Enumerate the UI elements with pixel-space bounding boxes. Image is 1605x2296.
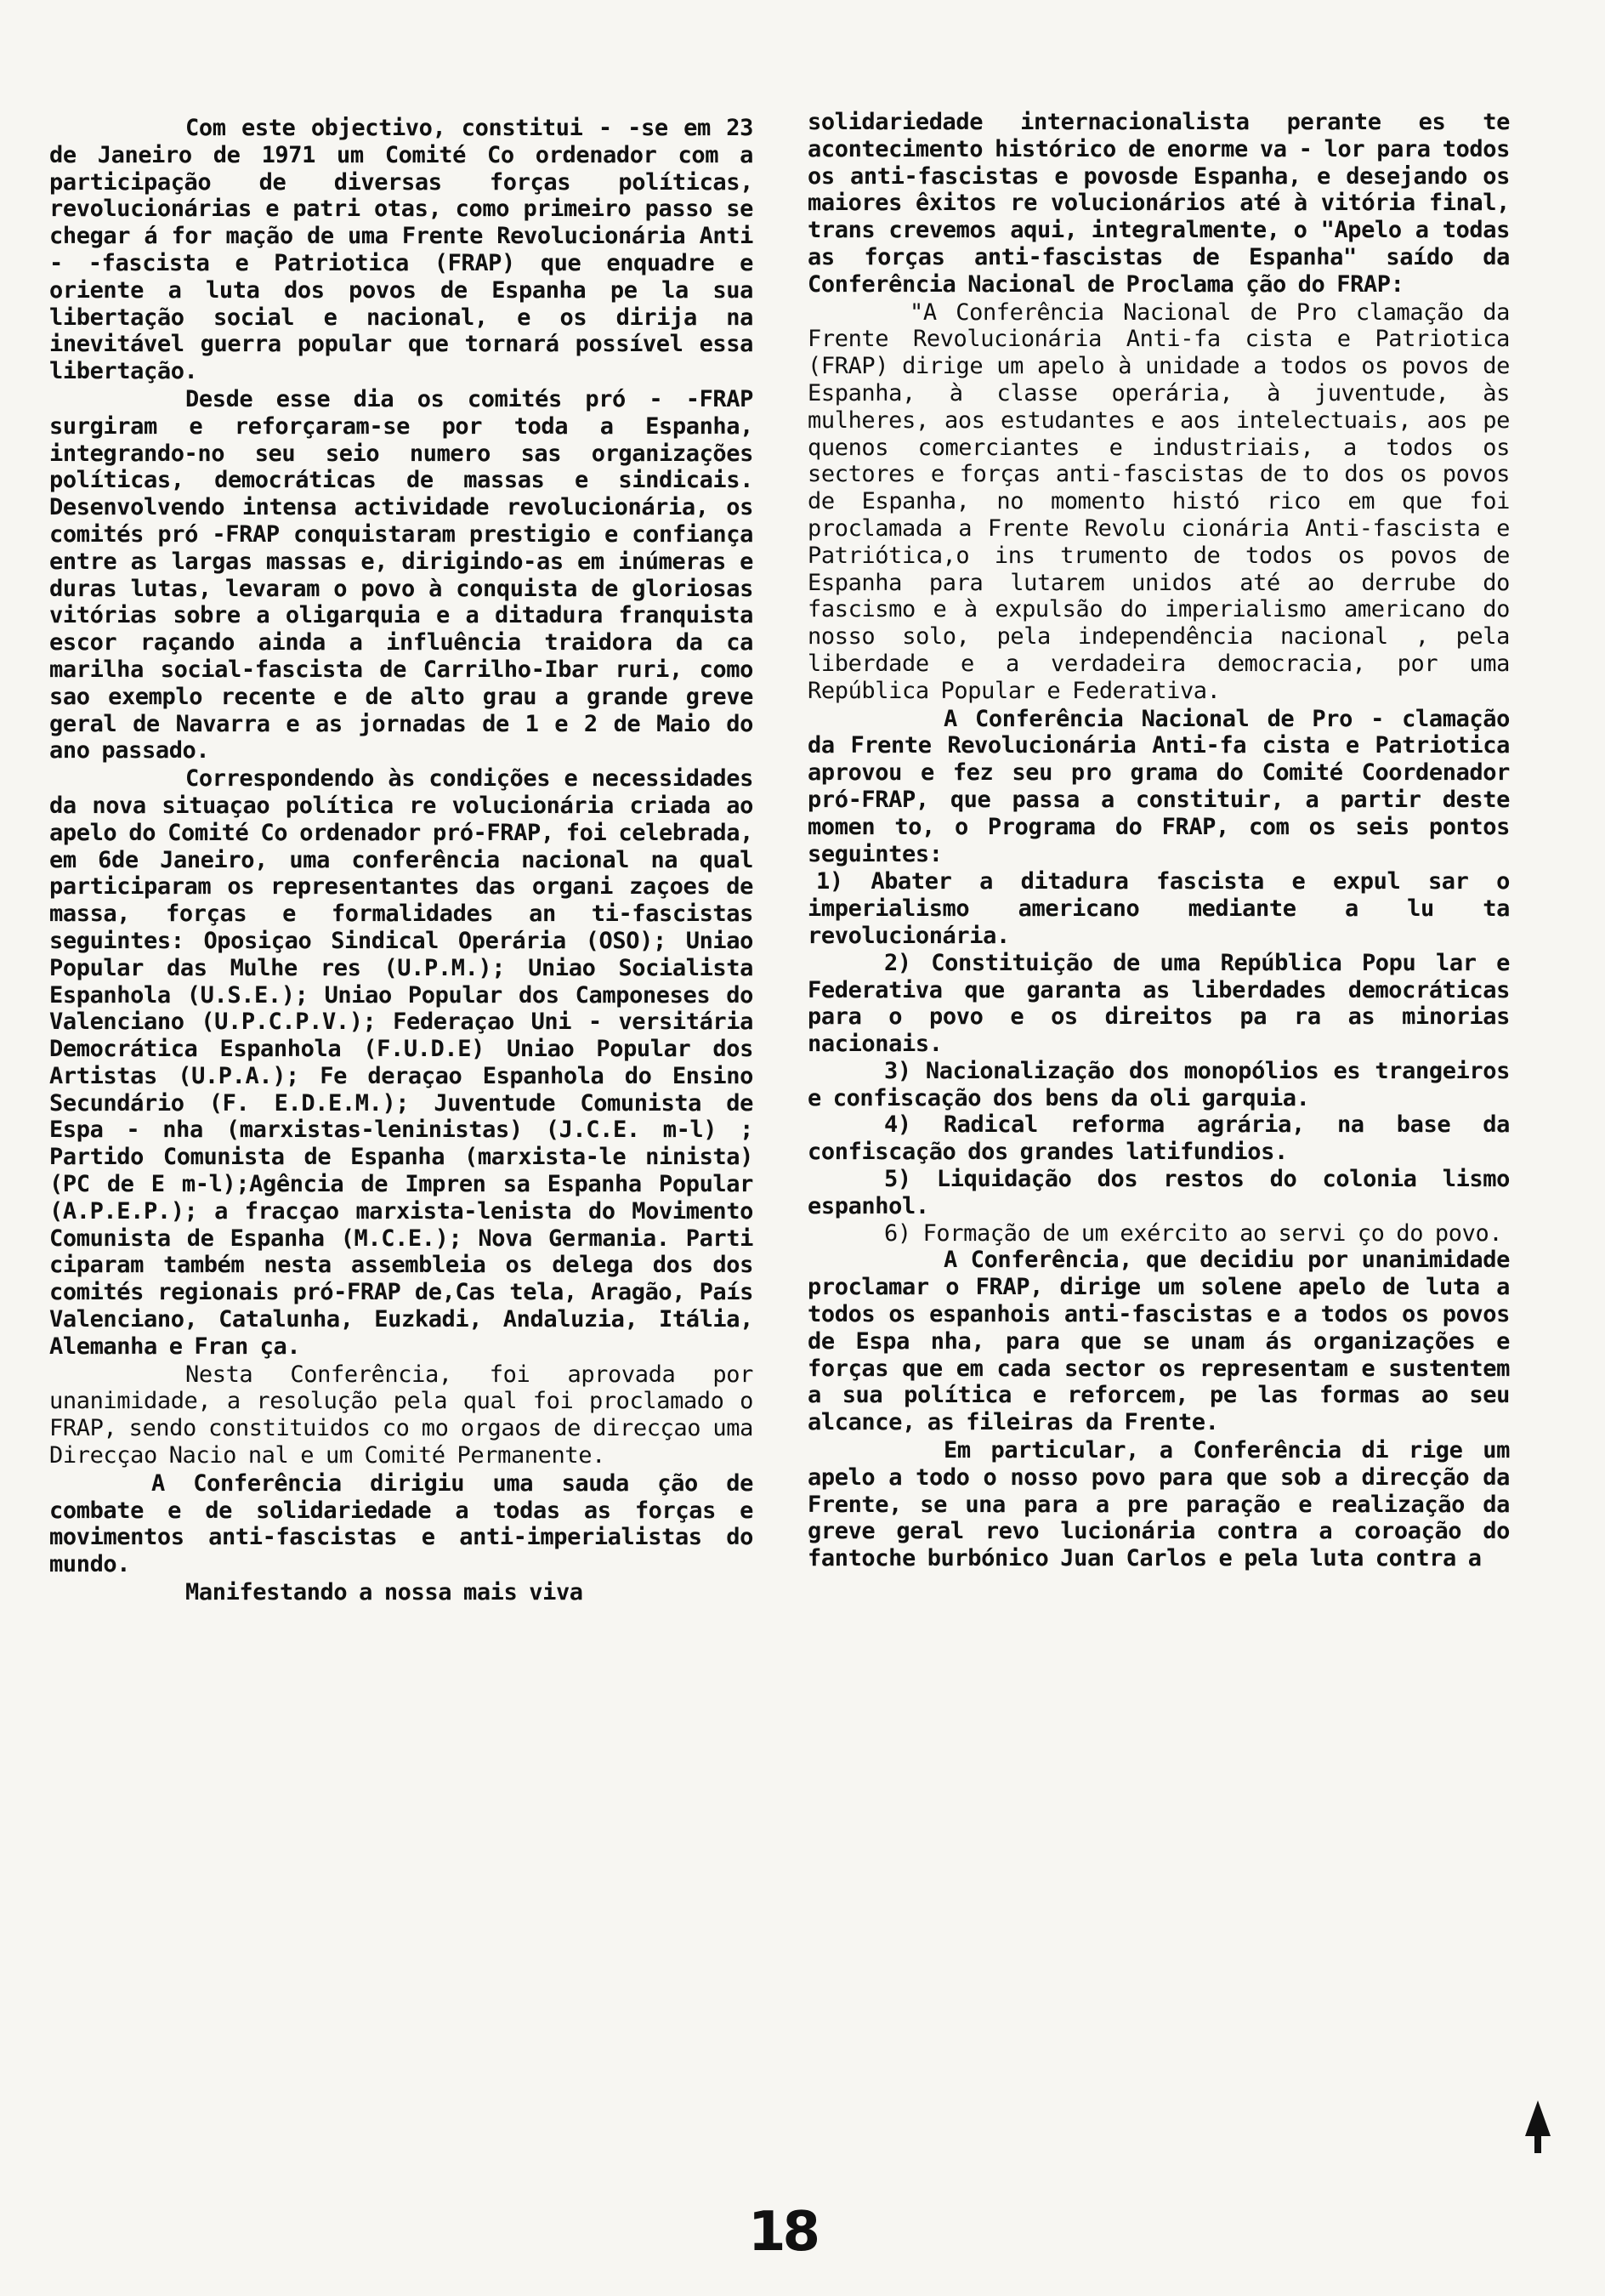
page-number: 18	[748, 2201, 818, 2264]
program-point: 1) Abater a ditadura fascista e expul sar o imperialismo americano mediante a lu ta revolucionária.	[808, 868, 1510, 949]
program-point: 2) Constituição de uma República Popu lar e Federativa que garanta as liberdades democráticas para o povo e os direitos pa ra as minorias nacionais.	[808, 949, 1510, 1058]
paragraph: Desde esse dia os comités pró - -FRAP surgiram e reforçaram-se por toda a Espanha, integrando-no seu seio numero sas organizações políticas, democráticas de massas e sindicais. Desenvolvendo intensa actividade revolucionária, os comités pró -FRAP conquistaram prestigio e confiança entre as largas massas e, dirigindo-as em inúmeras e duras lutas, levaram o povo à conquista de gloriosas vitórias sobre a oligarquia e a ditadura franquista escor raçando ainda a influência traidora da ca marilha social-fascista de Carrilho-Ibar ruri, como sao exemplo recente e de alto grau a grande greve geral de Navarra e as jornadas de 1 e 2 de Maio do ano passado.	[49, 385, 753, 764]
program-point: 4) Radical reforma agrária, na base da confiscação dos grandes latifundios.	[808, 1111, 1510, 1166]
paragraph: A Conferência Nacional de Pro - clamação da Frente Revolucionária Anti-fa cista e Patriotica aprovou e fez seu pro grama do Comité Coordenador pró-FRAP, que passa a constituir, a partir deste momen to, o Programa do FRAP, com os seis pontos seguintes:	[808, 705, 1510, 867]
paragraph: A Conferência, que decidiu por unanimidade proclamar o FRAP, dirige um solene apelo de luta a todos os espanhois anti-fascistas e a todos os povos de Espa nha, para que se unam ás organizações e forças que em cada sector os representam e sustentem a sua política e reforcem, pe las formas ao seu alcance, as fileiras da Frente.	[808, 1247, 1510, 1436]
paragraph: A Conferência dirigiu uma sauda ção de combate e de solidariedade a todas as forças e movimentos anti-fascistas e anti-imperialistas do mundo.	[49, 1469, 753, 1578]
left-column	[49, 115, 753, 1607]
program-point: 3) Nacionalização dos monopólios es trangeiros e confiscação dos bens da oli garquia.	[808, 1057, 1510, 1111]
right-column	[808, 109, 1510, 1573]
program-point: 5) Liquidação dos restos do colonia lismo espanhol.	[808, 1166, 1510, 1219]
paragraph: Correspondendo às condições e necessidades da nova situaçao política re volucionária criada ao apelo do Comité Co ordenador pró-FRAP, foi celebrada, em 6de Janeiro, uma conferência nacional na qual participaram os representantes das organi zaçoes de massa, forças e formalidades an ti-fascistas seguintes: Oposiçao Sindical Operária (OSO); Uniao Popular das Mulhe res (U.P.M.); Uniao Socialista Espanhola (U.S.E.); Uniao Popular dos Camponeses do Valenciano (U.P.C.P.V.); Federaçao Uni - versitária Democrática Espanhola (F.U.D.E) Uniao Popular dos Artistas (U.P.A.); Fe deraçao Espanhola do Ensino Secundário (F. E.D.E.M.); Juventude Comunista de Espa - nha (marxistas-leninistas) (J.C.E. m-l) ; Partido Comunista de Espanha (marxista-le ninista) (PC de E m-l);Agência de Impren sa Espanha Popular (A.P.E.P.); a fracçao marxista-lenista do Movimento Comunista de Espanha (M.C.E.); Nova Germania. Parti ciparam também nesta assembleia os delega dos dos comités regionais pró-FRAP de,Cas tela, Aragão, País Valenciano, Catalunha, Euzkadi, Andaluzia, Itália, Alemanha e Fran ça.	[49, 765, 753, 1360]
paragraph: solidariedade internacionalista perante es te acontecimento histórico de enorme va - lor para todos os anti-fascistas e povosde Espanha, e desejando os maiores êxitos re volucionários até à vitória final, trans crevemos aqui, integralmente, o "Apelo a todas as forças anti-fascistas de Espanha" saído da Conferência Nacional de Proclama ção do FRAP:	[808, 109, 1510, 298]
paragraph: Com este objectivo, constitui - -se em 23 de Janeiro de 1971 um Comité Co ordenador com a participação de diversas forças políticas, revolucionárias e patri otas, como primeiro passo se chegar á for mação de uma Frente Revolucionária Anti - -fascista e Patriotica (FRAP) que enquadre e oriente a luta dos povos de Espanha pe la sua libertação social e nacional, e os dirija na inevitável guerra popular que tornará possível essa libertação.	[49, 115, 753, 385]
paragraph: Manifestando a nossa mais viva	[185, 1579, 583, 1606]
program-point: 6) Formação de um exército ao servi ço do povo.	[884, 1219, 1503, 1247]
paragraph: Em particular, a Conferência di rige um apelo a todo o nosso povo para que sob a direcção da Frente, se una para a pre paração e realização da greve geral revo lucionária contra a coroação do fantoche burbónico Juan Carlos e pela luta contra a	[808, 1437, 1510, 1572]
appeal-quote: "A Conferência Nacional de Pro clamação da Frente Revolucionária Anti-fa cista e Patriotica (FRAP) dirige um apelo à unidade a todos os povos de Espanha, à classe operária, à juventude, às mulheres, aos estudantes e aos intelectuais, aos pe quenos comerciantes e industriais, a todos os sectores e forças anti-fascistas de to dos os povos de Espanha, no momento histó rico em que foi proclamada a Frente Revolu cionária Anti-fascista e Patriótica,o ins trumento de todos os povos de Espanha para lutarem unidos até ao derrube do fascismo e à expulsão do imperialismo americano do nosso solo, pela independência nacional , pela liberdade e a verdadeira democracia, por uma República Popular e Federativa.	[808, 298, 1510, 704]
continue-arrow-icon	[1525, 2100, 1551, 2153]
paragraph: Nesta Conferência, foi aprovada por unanimidade, a resolução pela qual foi proclamado o FRAP, sendo constituidos co mo orgaos de direcçao uma Direcçao Nacio nal e um Comité Permanente.	[49, 1361, 753, 1469]
